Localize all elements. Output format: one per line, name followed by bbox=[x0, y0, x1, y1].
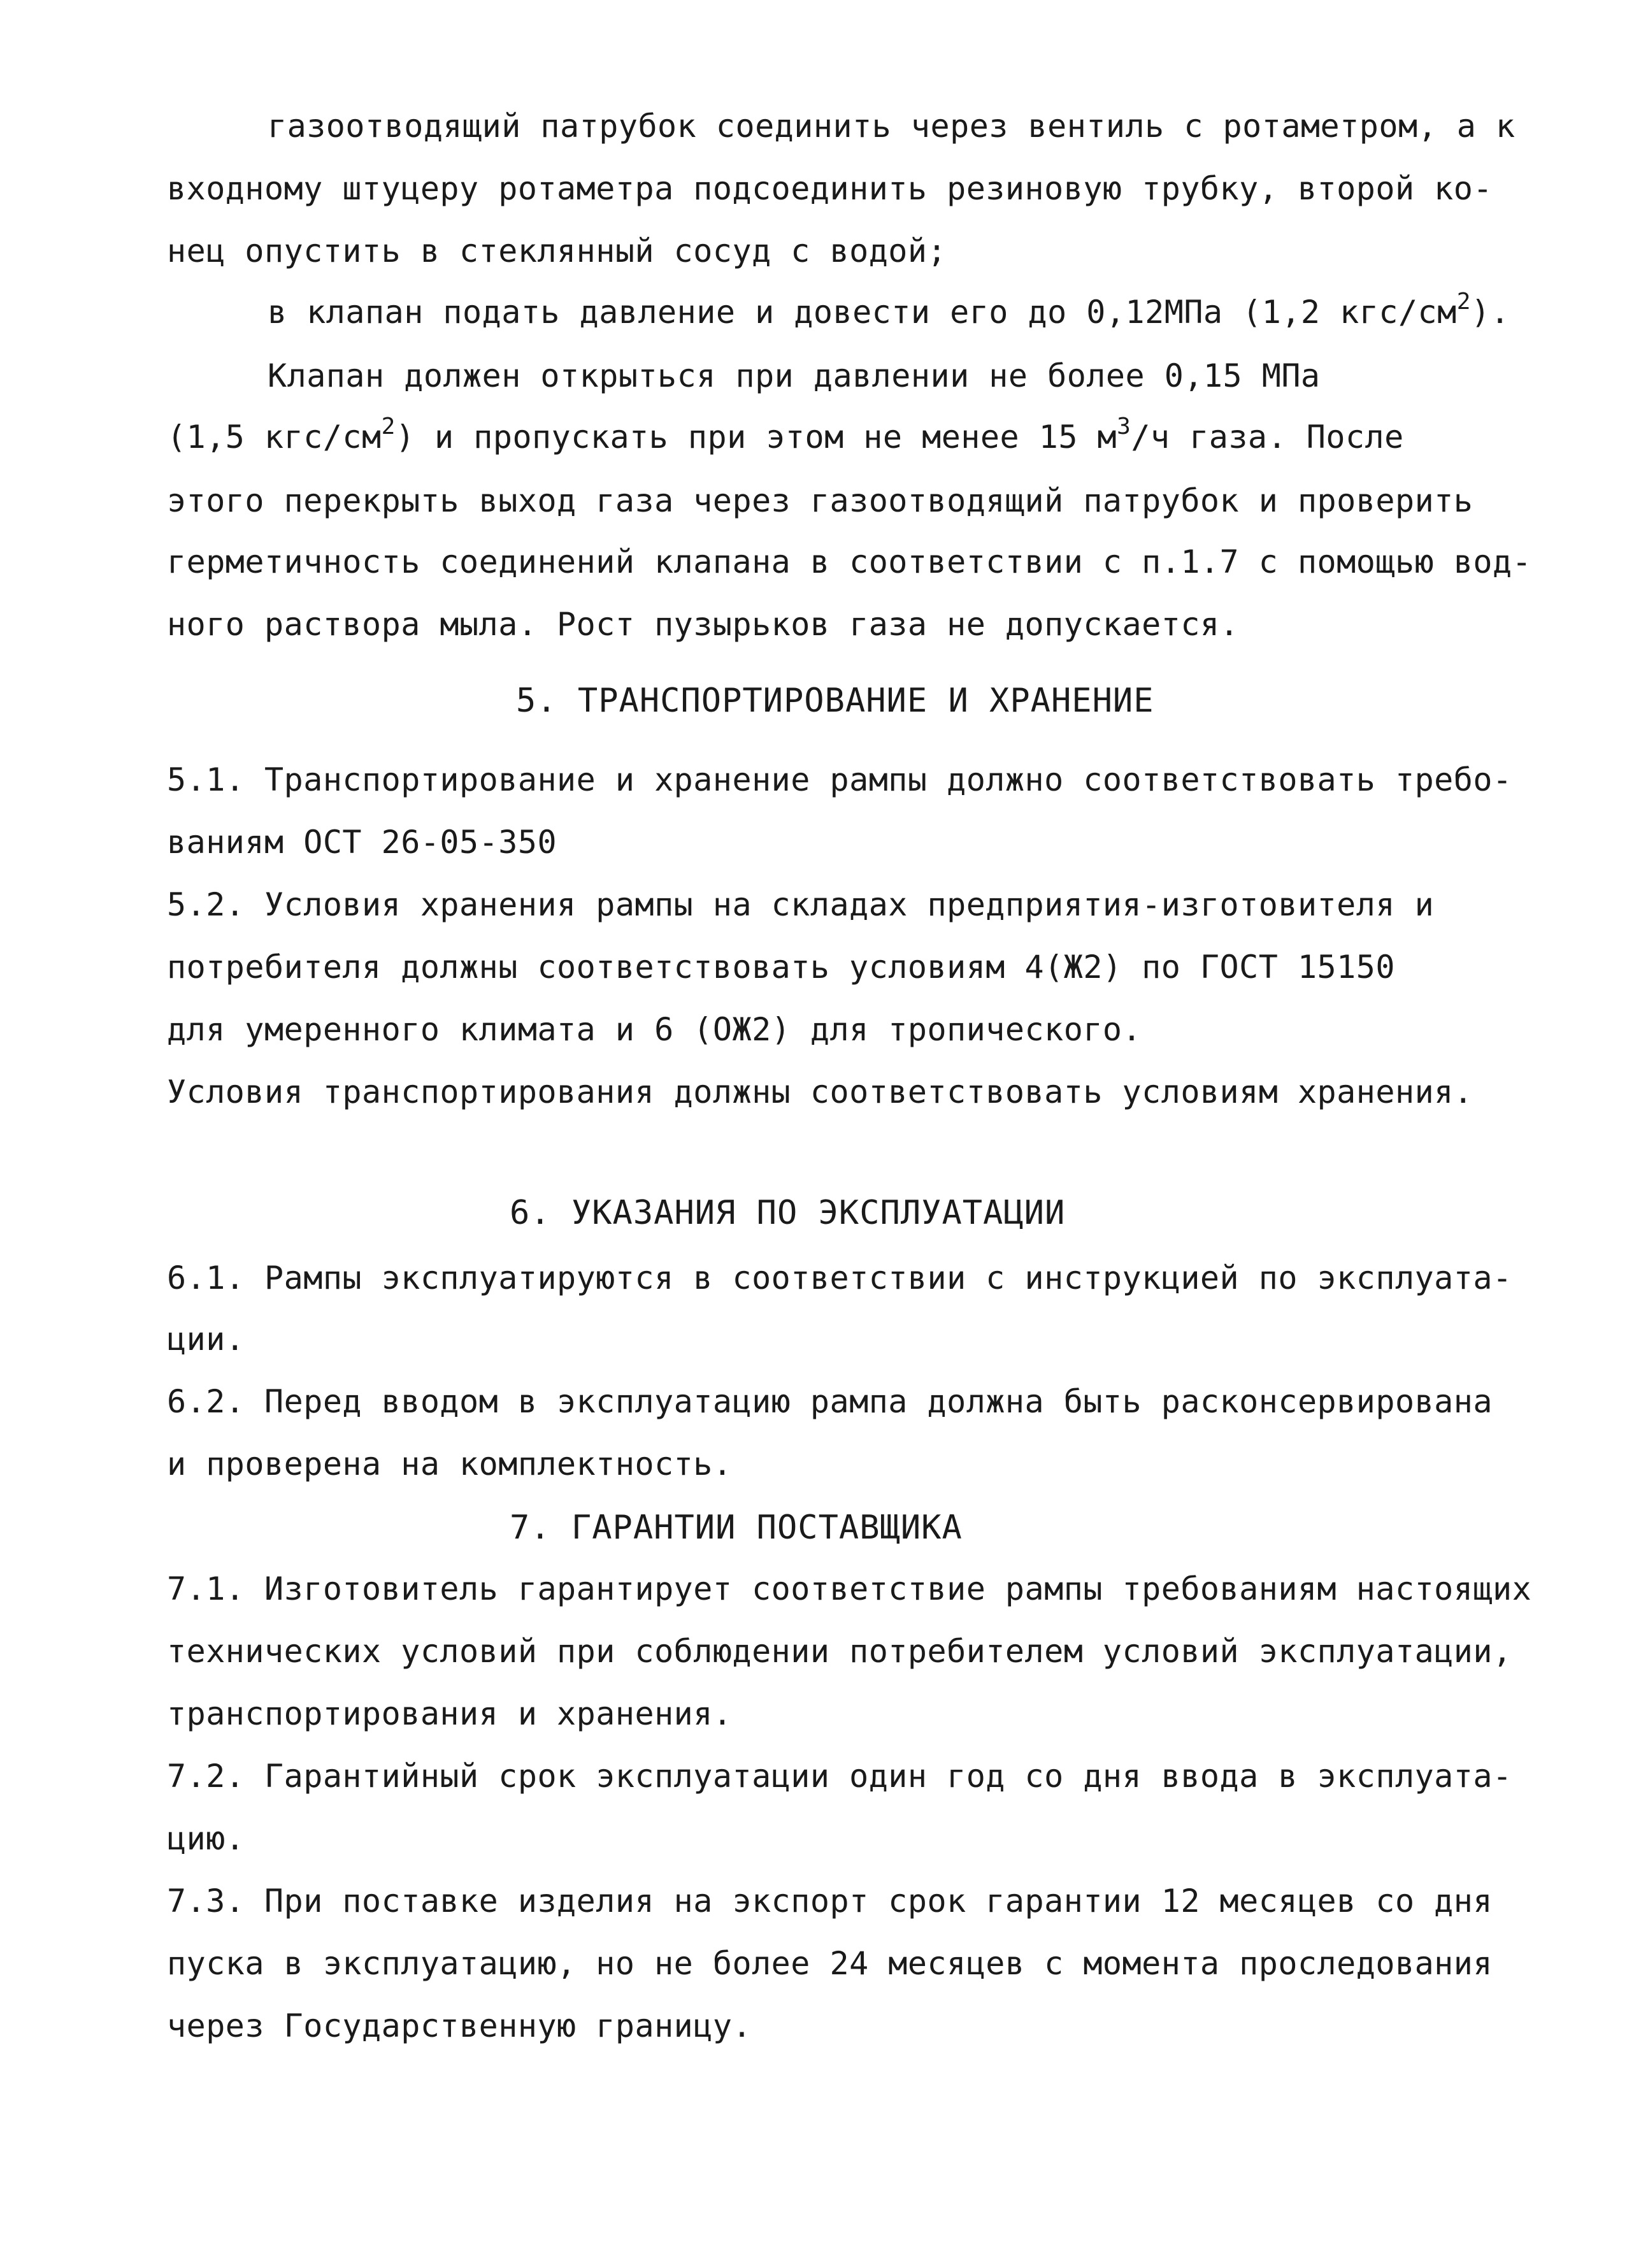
text-line: Условия транспортирования должны соответствовать условиям хранения. bbox=[167, 1073, 1473, 1110]
text-span: ) и пропускать при этом не менее 15 м bbox=[395, 419, 1117, 456]
text-line: ции. bbox=[167, 1321, 245, 1358]
text-line: ного раствора мыла. Рост пузырьков газа не допускается. bbox=[167, 606, 1240, 643]
text-line: ваниям ОСТ 26-05-350 bbox=[167, 824, 557, 861]
text-line: через Государственную границу. bbox=[167, 2007, 752, 2044]
superscript: 2 bbox=[1456, 289, 1471, 315]
text-span: в клапан подать давление и довести его до 0,12МПа (1,2 кгс/см bbox=[268, 294, 1457, 331]
text-line: 5.1. Транспортирование и хранение рампы должно соответствовать требо- bbox=[167, 761, 1512, 798]
text-line: 7.3. При поставке изделия на экспорт срок гарантии 12 месяцев со дня bbox=[167, 1883, 1493, 1920]
text-span: /ч газа. После bbox=[1131, 419, 1404, 456]
section-heading: 7. ГАРАНТИИ ПОСТАВЩИКА bbox=[510, 1509, 963, 1547]
text-line: пуска в эксплуатацию, но не более 24 месяцев с момента проследования bbox=[167, 1945, 1493, 1982]
text-line: и проверена на комплектность. bbox=[167, 1446, 733, 1482]
text-line: 7.1. Изготовитель гарантирует соответствие рампы требованиям настоящих bbox=[167, 1570, 1532, 1607]
text-line: технических условий при соблюдении потребителем условий эксплуатации, bbox=[167, 1633, 1512, 1670]
text-line bbox=[167, 413, 1404, 456]
section-heading: 5. ТРАНСПОРТИРОВАНИЕ И ХРАНЕНИЕ bbox=[516, 682, 1154, 720]
text-line: Клапан должен открыться при давлении не более 0,15 МПа bbox=[268, 357, 1321, 394]
text-line: транспортирования и хранения. bbox=[167, 1695, 733, 1732]
text-line: 7.2. Гарантийный срок эксплуатации один год со дня ввода в эксплуата- bbox=[167, 1758, 1512, 1795]
text-line: 6.1. Рампы эксплуатируются в соответствии с инструкцией по эксплуата- bbox=[167, 1260, 1512, 1296]
text-line: герметичность соединений клапана в соответствии с п.1.7 с помощью вод- bbox=[167, 543, 1532, 580]
text-line: этого перекрыть выход газа через газоотводящий патрубок и проверить bbox=[167, 482, 1473, 519]
text-line: для умеренного климата и 6 (ОЖ2) для тропического. bbox=[167, 1011, 1142, 1048]
section-heading: 6. УКАЗАНИЯ ПО ЭКСПЛУАТАЦИИ bbox=[510, 1194, 1066, 1232]
text-span: ). bbox=[1470, 294, 1510, 331]
text-line: цию. bbox=[167, 1820, 245, 1857]
text-line: газоотводящий патрубок соединить через вентиль с ротаметром, а к bbox=[268, 108, 1516, 145]
text-line: потребителя должны соответствовать условиям 4(Ж2) по ГОСТ 15150 bbox=[167, 949, 1395, 986]
text-line: нец опустить в стеклянный сосуд с водой; bbox=[167, 233, 947, 269]
text-line bbox=[268, 289, 1510, 331]
text-line: входному штуцеру ротаметра подсоединить резиновую трубку, второй ко- bbox=[167, 170, 1493, 207]
text-line: 6.2. Перед вводом в эксплуатацию рампа должна быть расконсервирована bbox=[167, 1383, 1493, 1420]
superscript: 3 bbox=[1117, 413, 1131, 440]
text-line: 5.2. Условия хранения рампы на складах предприятия-изготовителя и bbox=[167, 886, 1435, 923]
superscript: 2 bbox=[381, 413, 396, 440]
text-span: (1,5 кгс/см bbox=[167, 419, 382, 456]
